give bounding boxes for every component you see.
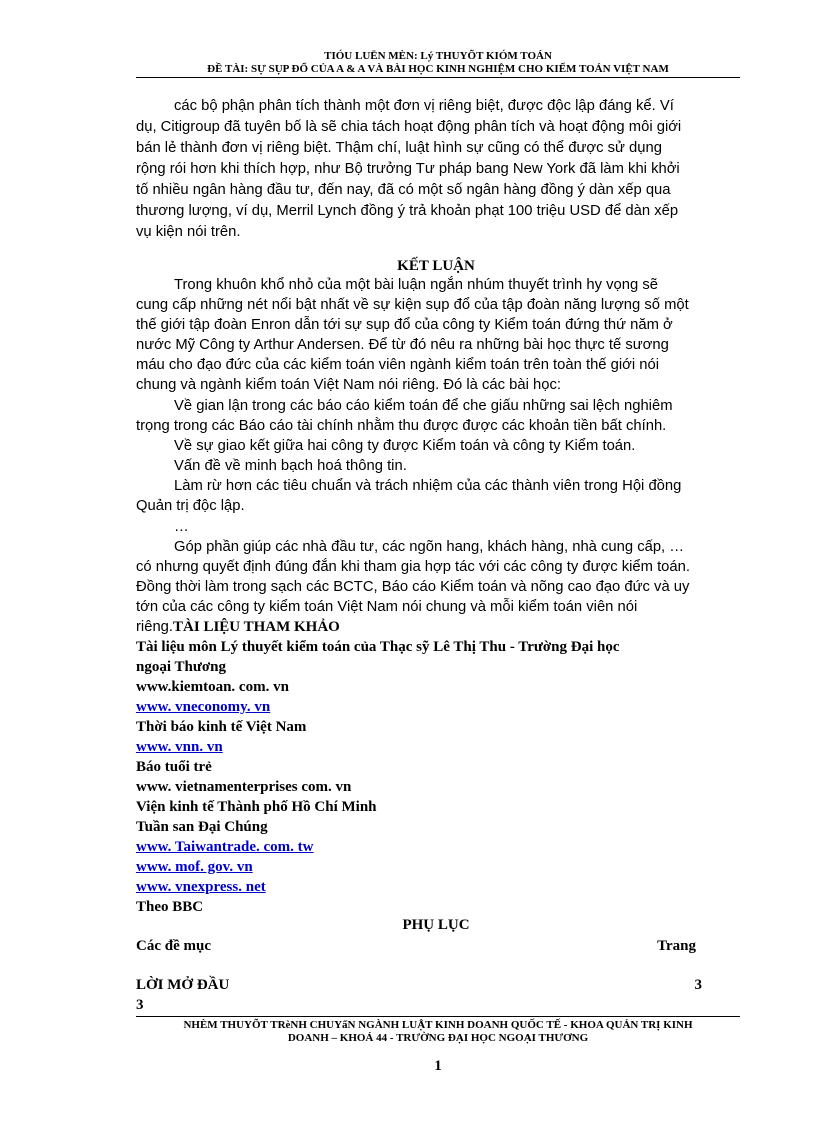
reference-link[interactable]: www. Taiwantrade. com. tw	[136, 839, 314, 855]
header-title: TIÓU LUËN MÈN: Lý THUYÕT KIÓM TOÁN	[324, 50, 552, 62]
text-line: cung cấp những nét nổi bật nhất về sự kiện sụp đổ của tập đoàn năng lượng số một	[136, 297, 689, 313]
reference-item: ngoại Thương	[136, 659, 226, 675]
text-line: máu cho đạo đức của các kiểm toán viên ngành kiểm toán trên toàn thế giới nói	[136, 357, 660, 373]
reference-link[interactable]: www. mof. gov. vn	[136, 859, 253, 875]
text-line: dụ, Citigroup đã tuyên bố là sẽ chia tách hoạt động phân tích và hoạt động môi giới	[136, 119, 682, 135]
reference-link[interactable]: www. vnn. vn	[136, 739, 223, 755]
text-line: Góp phần giúp các nhà đầu tư, các ngõn hang, khách hàng, nhà cung cấp, …	[174, 539, 685, 555]
text-line: tố nhiều ngân hàng đầu tư, đến nay, đã có một số ngân hàng đồng ý dàn xếp qua	[136, 182, 671, 198]
toc-row[interactable]	[136, 975, 702, 995]
header-divider	[136, 77, 740, 78]
text-line: bán lẻ thành đơn vị riêng biệt. Thậm chí, luật hình sự cũng có thể được sử dụng	[136, 140, 662, 156]
reference-item: Tài liệu môn Lý thuyết kiểm toán của Thạc sỹ Lê Thị Thu - Trường Đại học	[136, 639, 620, 655]
reference-link[interactable]: www. vnexpress. net	[136, 879, 266, 895]
text-line: thương lượng, ví dụ, Merril Lynch đồng ý trả khoản phạt 100 triệu USD để dàn xếp	[136, 203, 679, 219]
reference-item: Tuần san Đại Chúng	[136, 819, 268, 835]
text-line: …	[174, 519, 189, 535]
reference-item: Theo BBC	[136, 899, 204, 915]
header-subtitle: ĐỀ TÀI: SỰ SỤP ĐỔ CỦA A & A VÀ BÀI HỌC KINH NGHIỆM CHO KIỂM TOÁN VIỆT NAM	[207, 63, 669, 75]
text-line: chung và ngành kiểm toán Việt Nam nói riêng. Đó là các bài học:	[136, 377, 561, 393]
text-line-end: riêng.	[136, 619, 174, 635]
toc-header-row	[136, 936, 696, 956]
text-line: thế giới tập đoàn Enron dẫn tới sự sụp đổ của công ty Kiểm toán đứng thứ năm ở	[136, 317, 673, 333]
footer-line: NHÈM THUYÕT TRèNH CHUYấN NGÀNH LUẬT KINH DOANH QUỐC TẾ - KHOA QUẢN TRỊ KINH	[183, 1019, 693, 1031]
text-line	[136, 617, 340, 638]
text-line: tớn của các công ty kiểm toán Việt Nam nói chung và mỗi kiểm toán viên nói	[136, 599, 638, 615]
appendix-heading: PHỤ LỤC	[402, 917, 470, 933]
reference-link[interactable]: www. vneconomy. vn	[136, 699, 271, 715]
reference-item: Viện kinh tế Thành phố Hồ Chí Minh	[136, 799, 377, 815]
text-line: có nhưng quyết định đúng đắn khi tham gia hợp tác với các công ty được kiểm toán.	[136, 559, 690, 575]
text-line: Quản trị độc lập.	[136, 498, 245, 514]
text-line: Về sự giao kết giữa hai công ty được Kiểm toán và công ty Kiểm toán.	[174, 438, 636, 454]
text-line: trọng trong các Báo cáo tài chính nhằm thu được được các khoản tiền bất chính.	[136, 418, 667, 434]
text-line: Về gian lận trong các báo cáo kiểm toán để che giấu những sai lệch nghiêm	[174, 398, 673, 414]
text-line: Đồng thời làm trong sạch các BCTC, Báo cáo Kiểm toán và nõng cao đạo đức và uy	[136, 579, 690, 595]
toc-column-left: Các đề mục	[136, 938, 211, 954]
footer-divider	[136, 1016, 740, 1017]
reference-item: Thời báo kinh tế Việt Nam	[136, 719, 307, 735]
toc-entry-page: 3	[694, 977, 702, 993]
text-line: rộng rói hơn khi thích hợp, như Bộ trưởng Tư pháp bang New York đã làm khi khởi	[136, 161, 680, 177]
conclusion-heading: KẾT LUẬN	[397, 258, 475, 274]
reference-item: www. vietnamenterprises com. vn	[136, 779, 352, 795]
text-line: các bộ phận phân tích thành một đơn vị riêng biệt, được độc lập đáng kể. Ví	[174, 98, 674, 114]
page-number: 1	[434, 1058, 442, 1074]
text-line: Trong khuôn khổ nhỏ của một bài luận ngắn nhúm thuyết trình hy vọng sẽ	[174, 277, 658, 293]
toc-entry-label: LỜI MỞ ĐẦU	[136, 977, 230, 993]
reference-item: Báo tuổi trẻ	[136, 759, 212, 775]
text-line: Vấn đề về minh bạch hoá thông tin.	[174, 458, 407, 474]
reference-item: www.kiemtoan. com. vn	[136, 679, 289, 695]
text-line: vụ kiện nói trên.	[136, 224, 241, 240]
text-line: nước Mỹ Công ty Arthur Andersen. Để từ đó nêu ra những bài học thực tế sương	[136, 337, 669, 353]
references-heading: TÀI LIỆU THAM KHẢO	[173, 619, 340, 635]
toc-column-right: Trang	[657, 938, 696, 954]
toc-entry-page-wrap: 3	[136, 997, 144, 1013]
footer-line: DOANH – KHOÁ 44 - TRƯỜNG ĐẠI HỌC NGOẠI THƯƠNG	[287, 1032, 589, 1044]
text-line: Làm rừ hơn các tiêu chuẩn và trách nhiệm của các thành viên trong Hội đồng	[174, 478, 682, 494]
